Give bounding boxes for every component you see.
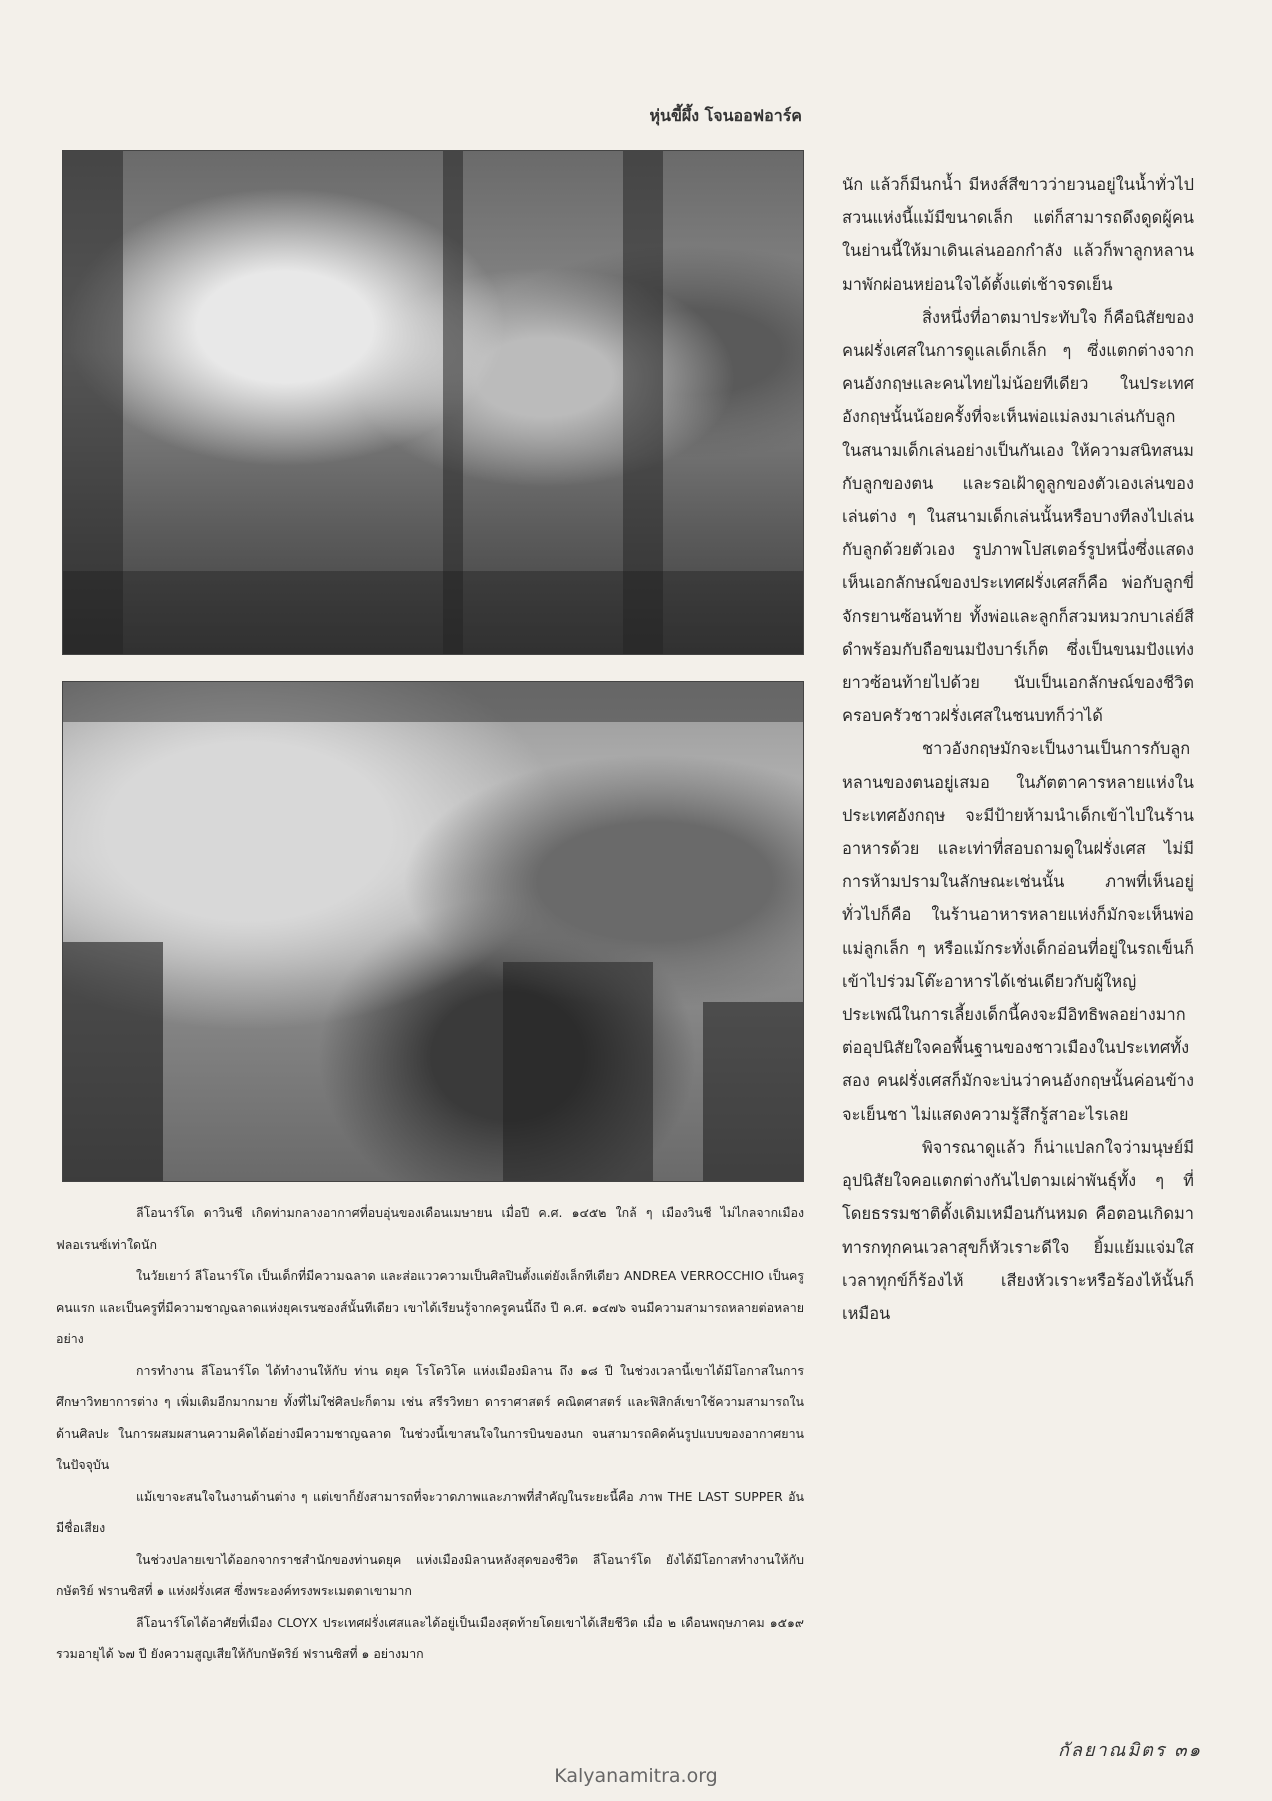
caption-paragraph: ลีโอนาร์โดได้อาศัยที่เมือง CLOYX ประเทศฝรั่งเศสและได้อยู่เป็นเมืองสุดท้ายโดยเขาได้เสียชีวิต เมื่อ ๒ เดือนพฤษภาคม ๑๕๑๙ รวมอายุได้ ๖๗ ปี ยังความสูญเสียให้กับกษัตริย์ ฟรานซิสที่ ๑ อย่างมาก [56, 1614, 804, 1661]
wax-figures-photo-bottom [62, 681, 804, 1182]
photo-caption [56, 1197, 804, 1670]
watermark: Kalyanamitra.org [554, 1765, 718, 1787]
paragraph: ชาวอังกฤษมักจะเป็นงานเป็นการกับลูกหลานของตนอยู่เสมอ ในภัตตาคารหลายแห่งในประเทศอังกฤษ จะมีป้ายห้ามนำเด็กเข้าไปในร้านอาหารด้วย และเท่าที่สอบถามดูในฝรั่งเศส ไม่มีการห้ามปรามในลักษณะเช่นนั้น ภาพที่เห็นอยู่ทั่วไปก็คือ ในร้านอาหารหลายแห่งก็มักจะเห็นพ่อแม่ลูกเล็ก ๆ หรือแม้กระทั่งเด็กอ่อนที่อยู่ในรถเข็นก็เข้าไปร่วมโต๊ะอาหารได้เช่นเดียวกับผู้ใหญ่ ประเพณีในการเลี้ยงเด็กนี้คงจะมีอิทธิพลอย่างมากต่ออุปนิสัยใจคอพื้นฐานของชาวเมืองในประเทศทั้งสอง คนฝรั่งเศสก็มักจะบ่นว่าคนอังกฤษนั้นค่อนข้างจะเย็นชา ไม่แสดงความรู้สึกรู้สาอะไรเลย [842, 739, 1194, 1124]
article-right-column [842, 168, 1194, 1330]
wax-figures-photo-top [62, 150, 804, 655]
page-footer: กัลยาณมิตร ๓๑ [1058, 1740, 1202, 1761]
caption-paragraph: ในวัยเยาว์ ลีโอนาร์โด เป็นเด็กที่มีความฉลาด และส่อแววความเป็นศิลปินตั้งแต่ยังเล็กทีเดียว ANDREA VERROCCHIO เป็นครูคนแรก และเป็นครูที่มีความชาญฉลาดแห่งยุคเรนซองส์นั้นทีเดียว เขาได้เรียนรู้จากครูคนนี้ถึง ปี ค.ศ. ๑๔๗๖ จนมีความสามารถหลายต่อหลายอย่าง [56, 1268, 804, 1346]
paragraph: พิจารณาดูแล้ว ก็น่าแปลกใจว่ามนุษย์มีอุปนิสัยใจคอแตกต่างกันไปตามเผ่าพันธุ์ทั้ง ๆ ที่โดยธรรมชาติดั้งเดิมเหมือนกันหมด คือตอนเกิดมา ทารกทุกคนเวลาสุขก็หัวเราะดีใจ ยิ้มแย้มแจ่มใส เวลาทุกข์ก็ร้องไห้ เสียงหัวเราะหรือร้องไห้นั้นก็เหมือน [842, 1137, 1194, 1323]
paragraph: นัก แล้วก็มีนกน้ำ มีหงส์สีขาวว่ายวนอยู่ในน้ำทั่วไป สวนแห่งนี้แม้มีขนาดเล็ก แต่ก็สามารถดึงดูดผู้คนในย่านนี้ให้มาเดินเล่นออกกำลัง แล้วก็พาลูกหลานมาพักผ่อนหย่อนใจได้ตั้งแต่เช้าจรดเย็น [842, 175, 1194, 294]
caption-paragraph: แม้เขาจะสนใจในงานด้านต่าง ๆ แต่เขาก็ยังสามารถที่จะวาดภาพและภาพที่สำคัญในระยะนี้คือ ภาพ THE LAST SUPPER อันมีชื่อเสียง [56, 1488, 804, 1535]
caption-paragraph: ลีโอนาร์โด ดาวินชี เกิดท่ามกลางอากาศที่อบอุ่นของเดือนเมษายน เมื่อปี ค.ศ. ๑๔๕๒ ใกล้ ๆ เมืองวินชี ไม่ไกลจากเมืองฟลอเรนซ์เท่าใดนัก [56, 1205, 804, 1252]
page-header: หุ่นขี้ผึ้ง โจนออฟอาร์ค [649, 106, 802, 125]
paragraph: สิ่งหนึ่งที่อาตมาประทับใจ ก็คือนิสัยของคนฝรั่งเศสในการดูแลเด็กเล็ก ๆ ซึ่งแตกต่างจากคนอังกฤษและคนไทยไม่น้อยทีเดียว ในประเทศอังกฤษนั้นน้อยครั้งที่จะเห็นพ่อแม่ลงมาเล่นกับลูกในสนามเด็กเล่นอย่างเป็นกันเอง ให้ความสนิทสนมกับลูกของตน และรอเฝ้าดูลูกของตัวเองเล่นของเล่นต่าง ๆ ในสนามเด็กเล่นนั้นหรือบางทีลงไปเล่นกับลูกด้วยตัวเอง รูปภาพโปสเตอร์รูปหนึ่งซึ่งแสดงเห็นเอกลักษณ์ของประเทศฝรั่งเศสก็คือ พ่อกับลูกขี่จักรยานซ้อนท้าย ทั้งพ่อและลูกก็สวมหมวกบาเล่ย์สีดำพร้อมกับถือขนมปังบาร์เก็ต ซึ่งเป็นขนมปังแท่งยาวซ้อนท้ายไปด้วย นับเป็นเอกลักษณ์ของชีวิตครอบครัวชาวฝรั่งเศสในชนบทก็ว่าได้ [842, 307, 1194, 726]
caption-paragraph: ในช่วงปลายเขาได้ออกจากราชสำนักของท่านดยุค แห่งเมืองมิลานหลังสุดของชีวิต ลีโอนาร์โด ยังได้มีโอกาสทำงานให้กับกษัตริย์ ฟรานซิสที่ ๑ แห่งฝรั่งเศส ซึ่งพระองค์ทรงพระเมตตาเขามาก [56, 1551, 804, 1598]
caption-paragraph: การทำงาน ลีโอนาร์โด ได้ทำงานให้กับ ท่าน ดยุค โรโดวิโค แห่งเมืองมิลาน ถึง ๑๘ ปี ในช่วงเวลานี้เขาได้มีโอกาสในการศึกษาวิทยาการต่าง ๆ เพิ่มเติมอีกมากมาย ทั้งที่ไม่ใช่ศิลปะก็ตาม เช่น สรีรวิทยา ดาราศาสตร์ คณิตศาสตร์ และฟิสิกส์เขาใช้ความสามารถในด้านศิลปะ ในการผสมผสานความคิดได้อย่างมีความชาญฉลาด ในช่วงนี้เขาสนใจในการบินของนก จนสามารถคิดค้นรูปแบบของอากาศยานในปัจจุบัน [56, 1362, 804, 1472]
